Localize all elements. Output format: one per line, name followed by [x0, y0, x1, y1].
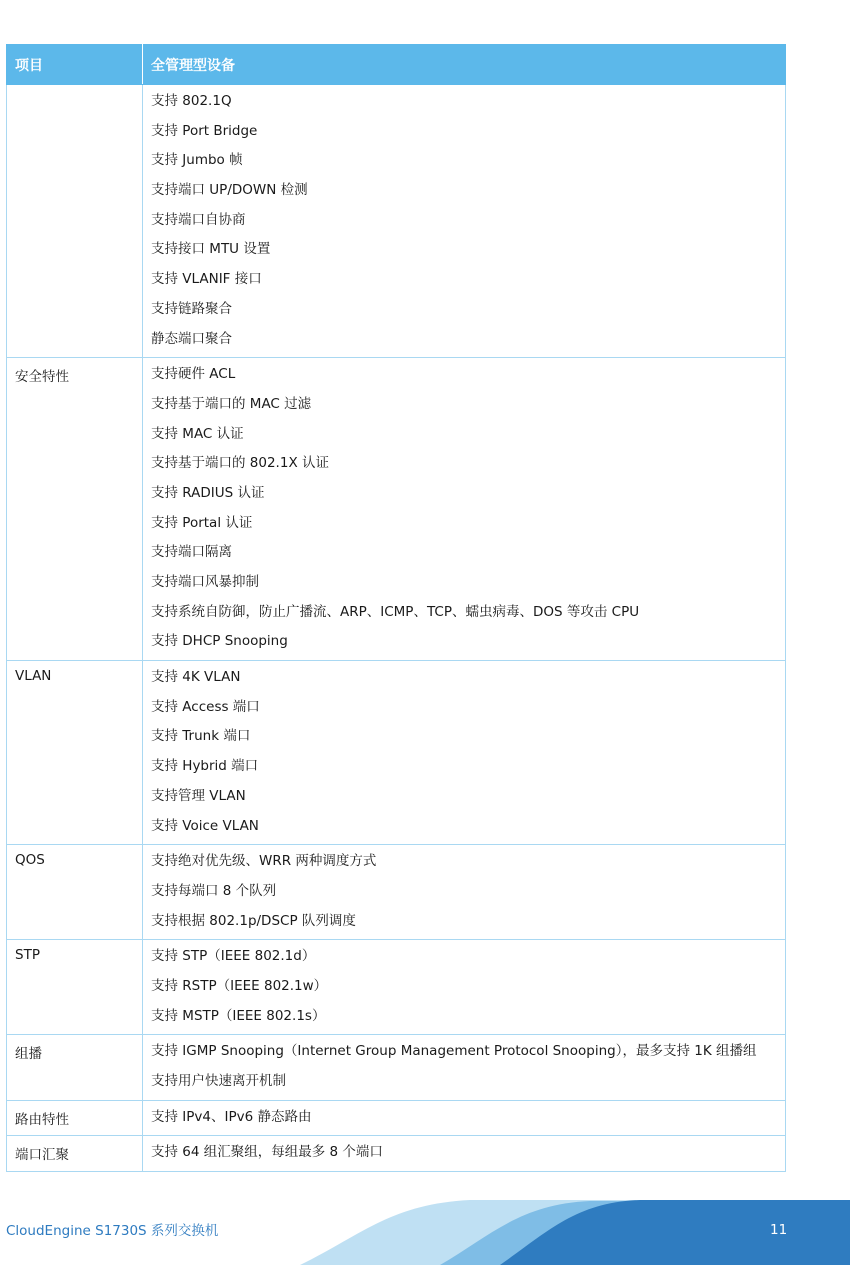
category-cell: STP — [7, 940, 143, 1035]
feature-item: 支持 MAC 认证 — [151, 425, 244, 442]
feature-item: 支持基于端口的 802.1X 认证 — [151, 455, 329, 472]
category-cell: QOS — [7, 845, 143, 940]
feature-item: 支持端口 UP/DOWN 检测 — [151, 182, 308, 199]
feature-item: 支持 IGMP Snooping（Internet Group Management Protocol Snooping），最多支持 1K 组播组 — [151, 1043, 757, 1060]
feature-item: 支持 Port Bridge — [151, 122, 258, 139]
table-row — [7, 1100, 786, 1136]
features-cell — [143, 1136, 786, 1172]
feature-item: 支持 RADIUS 认证 — [151, 484, 265, 501]
features-cell — [143, 1035, 786, 1100]
category-cell: 安全特性 — [7, 358, 143, 661]
table-row — [7, 1035, 786, 1100]
feature-item: 支持 Portal 认证 — [151, 514, 253, 531]
page-number: 11 — [770, 1222, 788, 1238]
category-cell: 组播 — [7, 1035, 143, 1100]
feature-item: 支持系统自防御，防止广播流、ARP、ICMP、TCP、蠕虫病毒、DOS 等攻击 CPU — [151, 603, 640, 620]
feature-item: 支持端口风暴抑制 — [151, 574, 259, 590]
feature-item: 支持 4K VLAN — [151, 669, 241, 686]
features-cell — [143, 940, 786, 1035]
features-cell — [143, 1100, 786, 1136]
category-cell: 端口汇聚 — [7, 1136, 143, 1172]
spec-table — [6, 44, 786, 1172]
feature-item: 支持 DHCP Snooping — [151, 633, 288, 650]
feature-item: 支持管理 VLAN — [151, 787, 246, 804]
feature-item: 支持硬件 ACL — [151, 366, 236, 383]
feature-item: 支持 64 组汇聚组，每组最多 8 个端口 — [151, 1144, 383, 1161]
table-row — [7, 85, 786, 358]
feature-item: 支持接口 MTU 设置 — [151, 241, 271, 258]
features-cell — [143, 358, 786, 661]
feature-item: 支持 MSTP（IEEE 802.1s） — [151, 1007, 326, 1024]
table-row — [7, 1136, 786, 1172]
feature-item: 支持端口隔离 — [151, 544, 232, 561]
feature-item: 支持 Hybrid 端口 — [151, 758, 259, 775]
feature-item: 支持用户快速离开机制 — [151, 1073, 286, 1089]
feature-item: 支持 VLANIF 接口 — [151, 271, 262, 288]
feature-item: 支持每端口 8 个队列 — [151, 882, 277, 899]
category-cell — [7, 85, 143, 358]
header-item: 项目 — [7, 45, 143, 85]
header-device-type: 全管理型设备 — [143, 45, 786, 85]
feature-item: 支持 RSTP（IEEE 802.1w） — [151, 977, 328, 994]
features-cell — [143, 661, 786, 845]
features-cell — [143, 845, 786, 940]
footer-title: CloudEngine S1730S 系列交换机 — [6, 1223, 219, 1239]
category-cell: VLAN — [7, 661, 143, 845]
feature-item: 支持 802.1Q — [151, 93, 232, 109]
feature-item: 支持 Access 端口 — [151, 698, 260, 715]
feature-item: 支持 Trunk 端口 — [151, 728, 251, 745]
feature-item: 支持 STP（IEEE 802.1d） — [151, 948, 316, 965]
table-row — [7, 845, 786, 940]
table-header-row — [7, 45, 786, 85]
feature-item: 支持基于端口的 MAC 过滤 — [151, 395, 312, 412]
feature-item: 支持根据 802.1p/DSCP 队列调度 — [151, 912, 356, 929]
feature-item: 支持 IPv4、IPv6 静态路由 — [151, 1108, 312, 1125]
feature-item: 静态端口聚合 — [151, 330, 232, 347]
features-cell — [143, 85, 786, 358]
feature-item: 支持链路聚合 — [151, 300, 232, 317]
feature-item: 支持绝对优先级、WRR 两种调度方式 — [151, 853, 377, 870]
table-row — [7, 940, 786, 1035]
table-row — [7, 358, 786, 661]
feature-item: 支持 Jumbo 帧 — [151, 152, 243, 169]
feature-item: 支持端口自协商 — [151, 211, 246, 228]
category-cell: 路由特性 — [7, 1100, 143, 1136]
feature-item: 支持 Voice VLAN — [151, 817, 259, 834]
table-row — [7, 661, 786, 845]
